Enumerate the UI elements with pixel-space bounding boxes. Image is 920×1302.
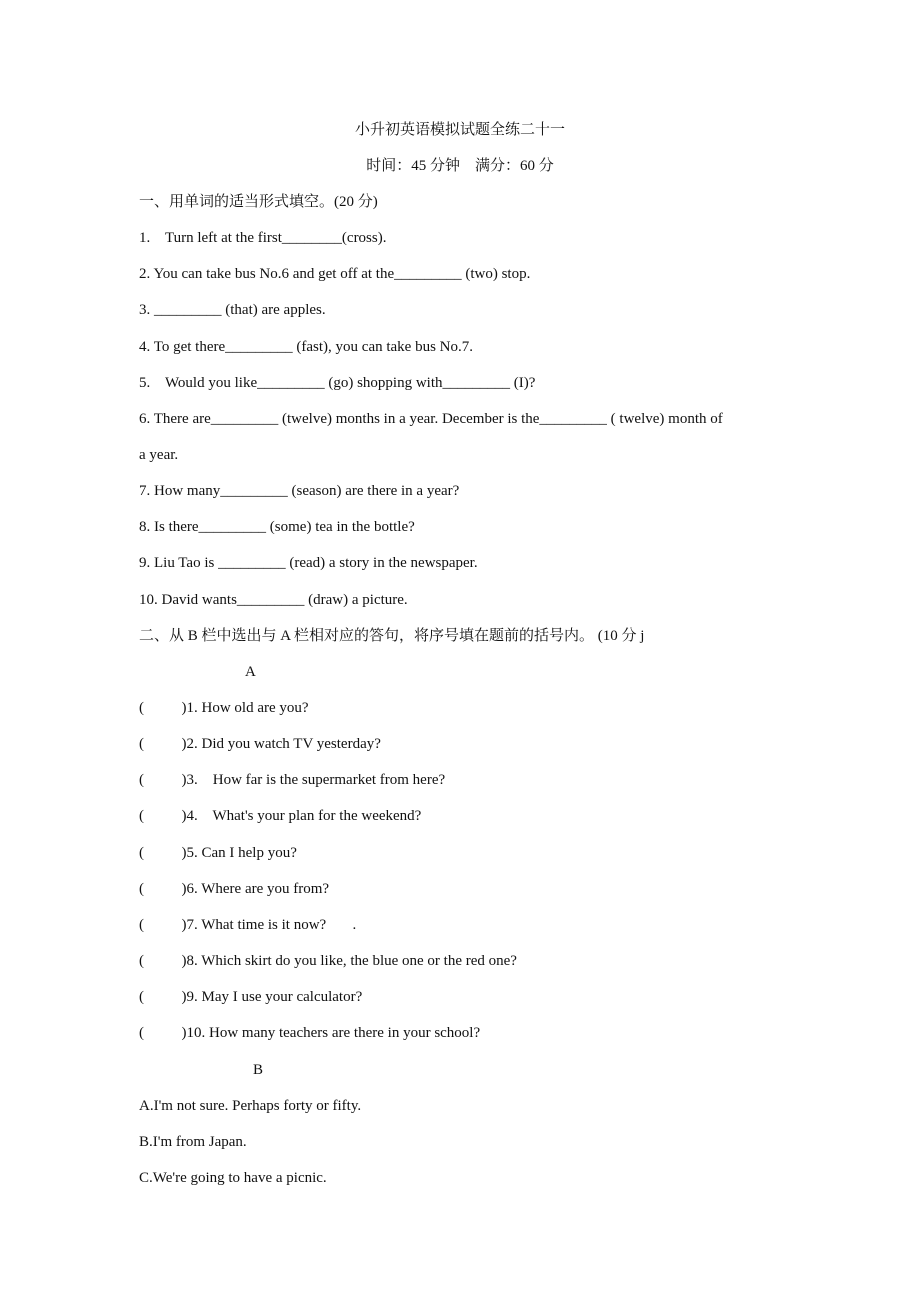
answer-option: C.We're going to have a picnic.: [139, 1170, 327, 1186]
question-row: ( )8. Which skirt do you like, the blue one or the red one?: [139, 953, 517, 969]
question-row: ( )7. What time is it now? .: [139, 917, 357, 933]
column-a-label: A: [245, 664, 256, 680]
question-row: ( )6. Where are you from?: [139, 881, 330, 897]
section1-item: 9. Liu Tao is _________ (read) a story in the newspaper.: [139, 555, 478, 571]
exam-info: 时间：45 分钟 满分：60 分: [366, 158, 554, 174]
section1-heading: 一、用单词的适当形式填空。(20 分): [139, 194, 378, 210]
question-row: ( )2. Did you watch TV yesterday?: [139, 736, 381, 752]
section1-item: 6. There are_________ (twelve) months in a year. December is the_________ ( twelve) month of: [139, 411, 723, 427]
section2-heading: 二、从 B 栏中选出与 A 栏相对应的答句，将序号填在题前的括号内。 (10 分 j: [139, 628, 645, 644]
question-row: ( )4. What's your plan for the weekend?: [139, 808, 422, 824]
question-row: ( )9. May I use your calculator?: [139, 989, 363, 1005]
section1-item: 5. Would you like_________ (go) shopping with_________ (I)?: [139, 375, 536, 391]
question-row: ( )1. How old are you?: [139, 700, 309, 716]
section1-item: 1. Turn left at the first________(cross).: [139, 230, 387, 246]
column-b-label: B: [253, 1062, 264, 1078]
question-row: ( )10. How many teachers are there in your school?: [139, 1025, 481, 1041]
section1-item: 8. Is there_________ (some) tea in the bottle?: [139, 519, 415, 535]
question-row: ( )3. How far is the supermarket from here?: [139, 772, 446, 788]
section1-item-continuation: a year.: [139, 447, 179, 463]
section1-item: 10. David wants_________ (draw) a picture.: [139, 592, 408, 608]
section1-item: 4. To get there_________ (fast), you can take bus No.7.: [139, 339, 474, 355]
answer-option: B.I'm from Japan.: [139, 1134, 247, 1150]
section1-item: 2. You can take bus No.6 and get off at the_________ (two) stop.: [139, 266, 531, 282]
section1-item: 3. _________ (that) are apples.: [139, 302, 326, 318]
page-title: 小升初英语模拟试题全练二十一: [354, 122, 565, 138]
answer-option: A.I'm not sure. Perhaps forty or fifty.: [139, 1098, 362, 1114]
section1-item: 7. How many_________ (season) are there in a year?: [139, 483, 460, 499]
question-row: ( )5. Can I help you?: [139, 845, 297, 861]
